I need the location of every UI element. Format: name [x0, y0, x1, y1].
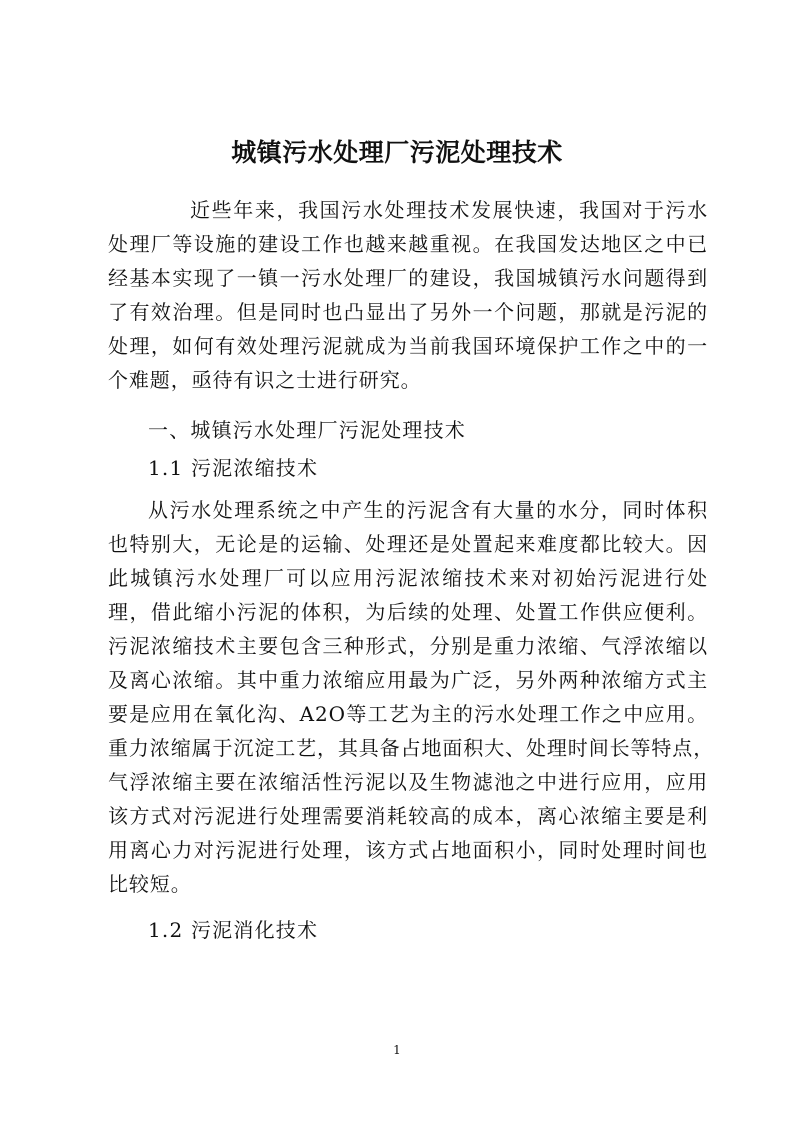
sub-heading-concentration: 1.1 污泥浓缩技术	[148, 456, 319, 480]
paragraph-1-line-4: 理，借此缩小污泥的体积，为后续的处理、处置工作供应便利。	[108, 600, 708, 624]
section-heading: 一、城镇污水处理厂污泥处理技术	[148, 418, 466, 442]
paragraph-1-line-3: 此城镇污水处理厂可以应用污泥浓缩技术来对初始污泥进行处	[108, 566, 708, 590]
document-title: 城镇污水处理厂污泥处理技术	[231, 138, 563, 167]
paragraph-1-line-6: 及离心浓缩。其中重力浓缩应用最为广泛，另外两种浓缩方式主	[108, 668, 708, 692]
intro-line-2: 处理厂等设施的建设工作也越来越重视。在我国发达地区之中已	[108, 232, 708, 256]
paragraph-1-line-9: 气浮浓缩主要在浓缩活性污泥以及生物滤池之中进行应用，应用	[108, 770, 708, 794]
intro-line-4: 了有效治理。但是同时也凸显出了另外一个问题，那就是污泥的	[108, 300, 708, 324]
intro-line-3: 经基本实现了一镇一污水处理厂的建设，我国城镇污水问题得到	[108, 266, 708, 290]
paragraph-1-line-11: 用离心力对污泥进行处理，该方式占地面积小，同时处理时间也	[108, 838, 708, 862]
intro-line-6: 个难题，亟待有识之士进行研究。	[108, 368, 422, 392]
intro-line-1: 近些年来，我国污水处理技术发展快速，我国对于污水	[190, 198, 708, 222]
paragraph-1-line-5: 污泥浓缩技术主要包含三种形式，分别是重力浓缩、气浮浓缩以	[108, 634, 708, 658]
paragraph-1-line-8: 重力浓缩属于沉淀工艺，其具备占地面积大、处理时间长等特点，	[108, 736, 715, 760]
paragraph-1-line-7: 要是应用在氧化沟、A2O等工艺为主的污水处理工作之中应用。	[108, 702, 708, 726]
sub-heading-digestion: 1.2 污泥消化技术	[148, 918, 319, 942]
paragraph-1-line-1: 从污水处理系统之中产生的污泥含有大量的水分，同时体积	[148, 498, 708, 522]
page-number: 1	[393, 1043, 401, 1057]
paragraph-1-line-10: 该方式对污泥进行处理需要消耗较高的成本，离心浓缩主要是利	[108, 804, 708, 828]
paragraph-1-line-2: 也特别大，无论是的运输、处理还是处置起来难度都比较大。因	[108, 532, 708, 556]
intro-line-5: 处理，如何有效处理污泥就成为当前我国环境保护工作之中的一	[108, 334, 708, 358]
paragraph-1-line-12: 比较短。	[108, 872, 192, 896]
